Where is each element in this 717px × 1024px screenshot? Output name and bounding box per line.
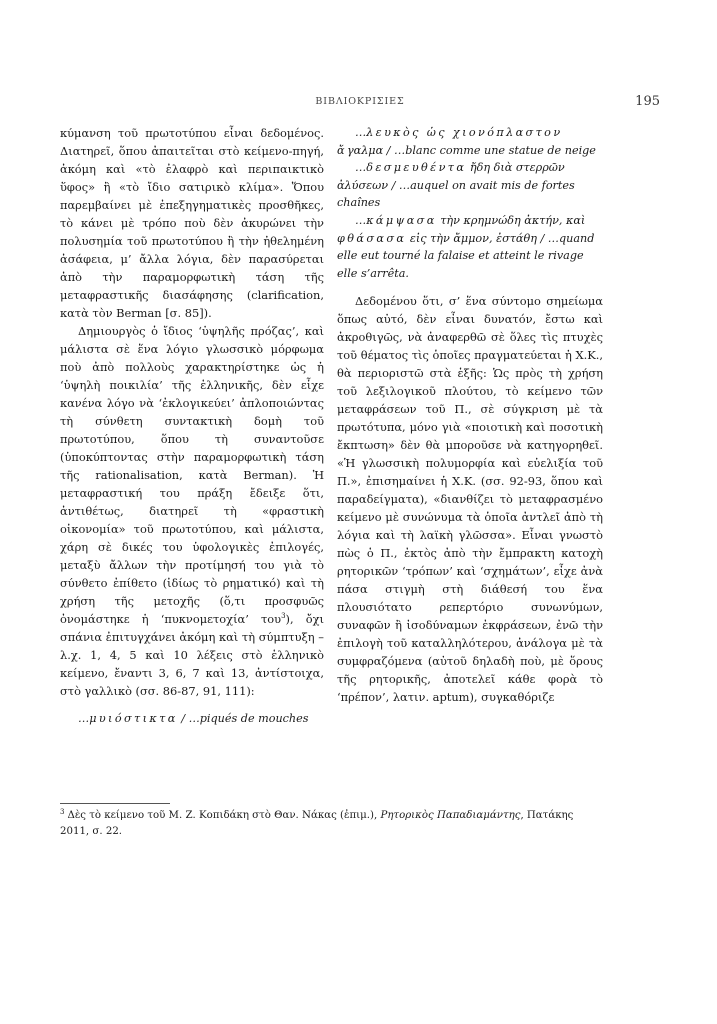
quote-greek-spaced: κάμψασα	[366, 213, 437, 227]
footnote	[60, 808, 605, 840]
quote-example	[337, 124, 603, 159]
quote-example	[60, 710, 324, 728]
quote-french: / …piqués de mouches	[177, 712, 309, 725]
footnote-book-title: Ρητορικὸς Παπαδιαμάντης	[380, 810, 521, 821]
left-column	[60, 124, 324, 728]
paragraph	[60, 322, 324, 700]
quote-french: γαλμα / …blanc comme une statue de neige	[346, 143, 596, 157]
paragraph-text: ), ὄχι σπάνια ἐπιτυγχάνει ἀκόμη καὶ τὴ σύμπτυξη – λ.χ. 1, 4, 5 καὶ 10 λέξεις στὸ ἑλληνικὸ κείμενο, ἔναντι 3, 6, 7 καὶ 13, ἀντίστοιχα, στὸ γαλλικὸ (σσ. 86-87, 91, 111):	[60, 612, 324, 698]
quote-french: ἤδη διὰ στερρῶν ἀλύσεων / …auquel on avait mis de fortes chaînes	[337, 161, 575, 210]
quote-ellipsis: …	[355, 126, 367, 139]
quote-greek-spaced: λευκὸς ὡς χιονόπλαστον ἄ	[337, 126, 563, 157]
paragraph-continued: κύμανση τοῦ πρωτοτύπου εἶναι δεδομένος. Διατηρεῖ, ὅπου ἀπαιτεῖται στὸ κείμενο-πηγή, ἀκόμη καὶ «τὸ ἐλαφρὸ καὶ περιπαικτικὸ ὕφος» ἢ «τὸ ἴδιο σατιρικὸ κλίμα». Ὅπου παρεμβαίνει μὲ ἐπεξηγηματικὲς προσθῆκες, τὸ κάνει μὲ τρόπο ποὺ δὲν ἀκυρώνει τὴν πολυσημία τοῦ πρωτοτύπου ἢ τὴν ἠθελημένη ἀσάφεια, μ’ ἄλλα λόγια, δὲν παρασύρεται ἀπὸ τὴν παραμορφωτικὴ τάση τῆς μεταφραστικῆς διασάφησης (clarification, κατὰ τὸν Berman [σ. 85]).	[60, 126, 324, 320]
quote-greek-spaced: φθάσασα	[337, 231, 407, 245]
quote-greek: τὴν κρημνώδη ἀκτήν, καὶ	[436, 213, 586, 227]
quote-greek-spaced: δεσμευθέντα	[366, 161, 467, 175]
quote-french: εἰς τὴν ἄμμον, ἐστάθη / …quand elle eut tourné la falaise et atteint le rivage elle s’arrêta.	[337, 231, 595, 280]
footnote-text: Δὲς τὸ κείμενο τοῦ Μ. Ζ. Κοπιδάκη στὸ Θαν. Νάκας (ἐπιμ.),	[67, 810, 381, 821]
quote-ellipsis: …	[355, 213, 367, 227]
page-number: 195	[635, 94, 660, 109]
paragraph: Δεδομένου ὅτι, σ’ ἕνα σύντομο σημείωμα ὅπως αὐτό, δὲν εἶναι δυνατόν, ἔστω καὶ ἀκροθιγῶς, νὰ ἀναφερθῶ σὲ ὅλες τὶς πτυχὲς τοῦ θέματος τὶς ὁποῖες πραγματεύεται ἡ Χ.Κ., θὰ περιοριστῶ στὰ ἑξῆς: Ὡς πρὸς τὴ χρήση τοῦ λεξιλογικοῦ πλούτου, τὸ κείμενο τῶν μεταφράσεων τοῦ Π., σὲ σύγκριση μὲ τὰ πρωτότυπα, μόνο γιὰ «ποιοτικὴ καὶ ποσοτικὴ ἔκπτωση» δὲν θὰ μποροῦσε νὰ κατηγορηθεῖ. «Ἡ γλωσσικὴ πολυμορφία καὶ εὐελιξία τοῦ Π.», ἐπισημαίνει ἡ Χ.Κ. (σσ. 92-93, ὅπου καὶ παραδείγματα), «διανθίζει τὸ μεταφρασμένο κείμενο μὲ συνώνυμα τὰ ὁποῖα ἀντλεῖ ἀπὸ τὴ λόγια καὶ τὴ λαϊκὴ γλῶσσα». Εἶναι γνωστὸ πὼς ὁ Π., ἐκτὸς ἀπὸ τὴν ἔμπρακτη κατοχὴ ρητορικῶν ‘τρόπων’ καὶ ‘σχημάτων’, εἶχε ἀνὰ πάσα στιγμὴ στὴ διάθεσή του ἕνα πλουσιότατο ρεπερτόριο συνωνύμων, συναφῶν ἢ ἰσοδύναμων ἐκφράσεων, ἐνῶ τὴν ἐπιλογὴ τοῦ καταλληλότερου, ἀνάλογα μὲ τὰ συμφραζόμενα (αὐτοῦ δηλαδὴ ποὺ, μὲ ὅρους τῆς ρητορικῆς, ἀποτελεῖ κάθε φορὰ τὸ ‘πρέπον’, λατιν. aptum), συγκαθόριζε	[337, 294, 603, 705]
quote-ellipsis: …	[355, 161, 367, 175]
running-head-title: ΒΙΒΛΙΟΚΡΙΣΙΕΣ	[315, 96, 405, 107]
running-head	[60, 96, 660, 110]
paragraph-text: Δημιουργὸς ὁ ἴδιος ‘ὑψηλῆς πρόζας’, καὶ μάλιστα σὲ ἕνα λόγιο γλωσσικὸ μόρφωμα ποὺ ἀπὸ πολλοὺς χαρακτηρίστηκε ὡς ἡ ‘ὑψηλὴ ποικιλία’ τῆς ἑλληνικῆς, δὲν εἶχε κανένα λόγο νὰ ‘ἐκλογικεύει’ ἀπλοποιώντας τὴ σύνθετη συντακτικὴ δομὴ τοῦ πρωτοτύπου, ὅπου τὴ συναντοῦσε (ὑποκύπτοντας στὴν παραμορφωτικὴ τάση τῆς rationalisation, κατὰ Berman). Ἡ μεταφραστική του πράξη ἔδειξε ὅτι, ἀντιθέτως, διατηρεῖ τὴ «φραστικὴ οἰκονομία» τοῦ πρωτοτύπου, καὶ μάλιστα, χάρη σὲ δικές του ὑφολογικὲς ἐπιλογές, μεταξὺ ἄλλων τὴν προτίμησή του γιὰ τὸ σύνθετο ἐπίθετο (ἰδίως τὸ ρηματικό) καὶ τὴ χρήση τῆς μετοχῆς (ὅ,τι προσφυῶς ὀνομάστηκε ἡ ‘πυκνομετοχία’ του	[60, 324, 324, 626]
footnote-text: , Πατάκης 2011, σ. 22.	[60, 810, 574, 837]
footnote-number: 3	[60, 807, 65, 816]
quote-example	[337, 212, 603, 282]
quote-greek-spaced: μυιόστικτα	[89, 712, 178, 725]
right-column	[337, 124, 603, 706]
quote-ellipsis: …	[78, 712, 90, 725]
footnote-divider	[60, 803, 170, 804]
footnote-reference: 3	[281, 612, 286, 621]
quote-example	[337, 159, 603, 212]
